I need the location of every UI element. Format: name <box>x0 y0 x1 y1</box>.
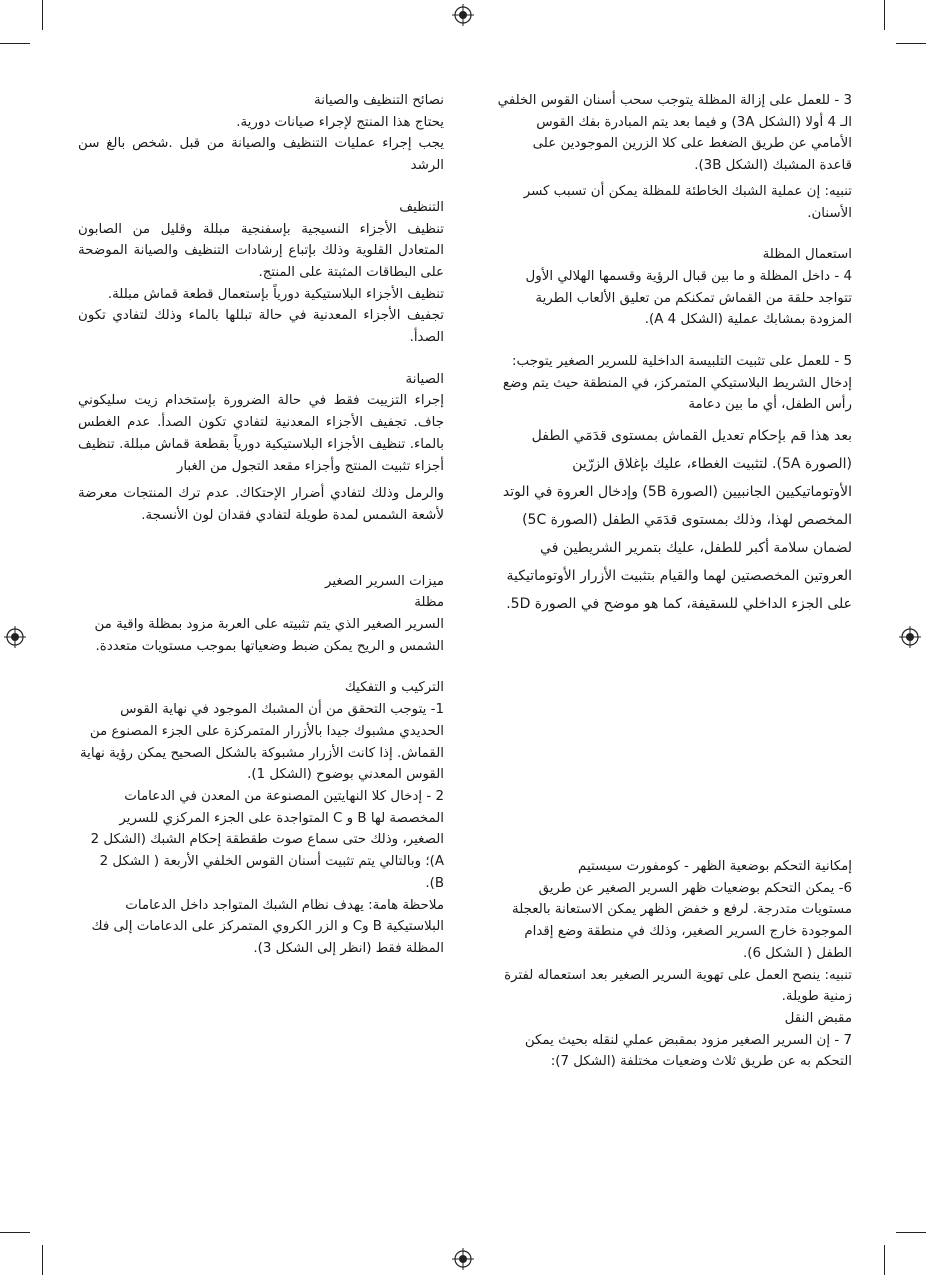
cleaning-paragraph: تجفيف الأجزاء المعدنية في حالة تبللها بالماء وذلك لتفادي تكون الصدأ. <box>78 308 444 346</box>
features-title: ميزات السرير الصغير <box>325 573 444 589</box>
crop-mark-bottom-right-v <box>884 1245 885 1275</box>
left-column <box>78 90 444 960</box>
step-5: 5 - للعمل على تثبيت التلبيسة الداخلية للسرير الصغير يتوجب: إدخال الشريط البلاستيكي المتمركز، في المنطقة حيث يتم وضع رأس الطفل، أي ما بين دعامة <box>502 354 852 413</box>
step-7: 7 - إن السرير الصغير مزود بمقبض عملي لنقله بحيث يمكن التحكم به عن طريق ثلاث وضعيات مختلفة (الشكل 7): <box>524 1032 852 1070</box>
step-6: 6- يمكن التحكم بوضعيات ظهر السرير الصغير عن طريق مستويات متدرجة. لرفع و خفض الظهر يمكن الاستعانة بالعجلة الموجودة خارج السرير الصغير، وذلك في منطقة وضع إقدام الطفل ( الشكل 6). <box>512 880 852 961</box>
features-subtitle: مظلة <box>414 595 444 611</box>
step-3-warning: تنبيه: إن عملية الشبك الخاطئة للمظلة يمكن أن تسبب كسر الأسنان. <box>523 183 852 221</box>
crop-mark-top-left-v <box>42 0 43 30</box>
crop-mark-top-right-v <box>884 0 885 30</box>
step-6-warning: تنبيه: ينصح العمل على تهوية السرير الصغير بعد استعماله لفترة زمنية طويلة. <box>504 967 852 1005</box>
right-column-top <box>497 90 852 618</box>
crop-mark-bottom-right-h <box>896 1232 926 1233</box>
registration-mark-left-icon <box>4 626 26 648</box>
crop-mark-bottom-left-h <box>0 1232 30 1233</box>
registration-mark-right-icon <box>899 626 921 648</box>
cleaning-maintenance-paragraph: يحتاج هذا المنتج لإجراء صيانات دورية. <box>236 114 444 130</box>
backrest-title: إمكانية التحكم بوضعية الظهر - كومفورت سيستيم <box>578 859 852 874</box>
step-4: 4 - داخل المظلة و ما بين قبال الرؤية وقسمها الهلالي الأول تتواجد حلقة من القماش تمكنكم من تعليق الألعاب الطرية المزودة بمشابك عملية (الشكل 4 A). <box>525 268 852 328</box>
assembly-note: ملاحظة هامة: يهدف نظام الشبك المتواجد داخل الدعامات البلاستيكية B وC و الزر الكروي المتمركز على الدعامات إلى فك المظلة فقط (انظر إلى الشكل 3). <box>91 897 444 956</box>
assembly-title: التركيب و التفكيك <box>344 680 444 696</box>
assembly-step-1: 1- يتوجب التحقق من أن المشبك الموجود في نهاية القوس الحديدي مشبوك جيدا بالأزرار المتمركزة على الجزء المصنوع من القماش. إذا كانت الأزرار مشبوكة بالشكل الصحيح يمكن رؤية نهاية القوس المعدني بوضوح (الشكل 1). <box>79 702 444 783</box>
maintenance-title: الصيانة <box>405 371 444 387</box>
maintenance-paragraph: والرمل وذلك لتفادي أضرار الإحتكاك. عدم ترك المنتجات معرضة لأشعة الشمس لمدة طويلة لتفادي فقدان لون الأنسجة. <box>78 486 444 523</box>
cleaning-maintenance-paragraph: يجب إجراء عمليات التنظيف والصيانة من قبل .شخص بالغ سن الرشد <box>78 136 444 174</box>
cleaning-maintenance-title: نصائح التنظيف والصيانة <box>314 93 444 108</box>
canopy-use-title: استعمال المظلة <box>762 247 852 263</box>
crop-mark-bottom-left-v <box>42 1245 43 1275</box>
registration-mark-bottom-icon <box>452 1248 474 1270</box>
assembly-step-2: 2 - إدخال كلا النهايتين المصنوعة من المعدن في الدعامات المخصصة لها B و C المتواجدة على الجزء المركزي للسرير الصغير، وذلك حتى سماع صوت طقطقة إحكام الشبك (الشكل 2 A)؛ وبالتالي يتم تثبيت أسنان القوس الخلفي الأربعة ( الشكل 2 B). <box>90 788 444 891</box>
features-paragraph: السرير الصغير الذي يتم تثبيته على العربة مزود بمظلة واقية من الشمس و الريح يمكن ضبط وضعياتها بموجب مستويات متعددة. <box>94 617 444 654</box>
right-column-bottom <box>497 856 852 1073</box>
step-3: 3 - للعمل على إزالة المظلة يتوجب سحب أسنان القوس الخلفي الـ 4 أولا (الشكل 3A) و فيما بعد يتم المبادرة بفك القوس الأمامي عن طريق الضغط على كلا الزرين الموجودين على قاعدة المشبك (الشكل 3B). <box>497 93 852 174</box>
crop-mark-top-right-h <box>896 43 926 44</box>
step-5-safety: لضمان سلامة أكبر للطفل، عليك بتمرير الشريطين في العروتين المخصصتين لهما والقيام بتثبيت الأزرار الأوتوماتيكية على الجزء الداخلي للسقيفة، كما هو موضح في الصورة 5D. <box>506 540 852 613</box>
handle-title: مقبض النقل <box>784 1010 852 1026</box>
registration-mark-top-icon <box>452 4 474 26</box>
step-5-continuation: بعد هذا قم بإحكام تعديل القماش بمستوى قدَمَي الطفل (الصورة 5A). لتثبيت الغطاء، عليك بإغلاق الزرّين الأوتوماتيكيين الجانبيين (الصورة 5B) وإدخال العروة في الوتد المخصص لهذا، وذلك بمستوى قدَمَي الطفل (الصورة 5C) <box>502 428 852 529</box>
cleaning-paragraph: تنظيف الأجزاء النسيجية بإسفنجية مبللة وقليل من الصابون المتعادل القلوية وذلك بإتباع إرشادات التنظيف والصيانة الموضحة على البطاقات المثبتة على المنتج. <box>78 221 444 280</box>
cleaning-title: التنظيف <box>399 199 444 215</box>
cleaning-paragraph: تنظيف الأجزاء البلاستيكية دورياً بإستعمال قطعة قماش مبللة. <box>107 286 444 302</box>
crop-mark-top-left-h <box>0 43 30 44</box>
maintenance-paragraph: إجراء التزييت فقط في حالة الضرورة بإستخدام زيت سليكوني جاف. تجفيف الأجزاء المعدنية لتفادي تكون الصدأ. عدم الغطس بالماء. تنظيف الأجزاء البلاستيكية دورياً بقطعة قماش مبللة. تنظيف أجزاء تثبيت المنتج وأجزاء مقعد التجول من الغبار <box>78 393 444 474</box>
